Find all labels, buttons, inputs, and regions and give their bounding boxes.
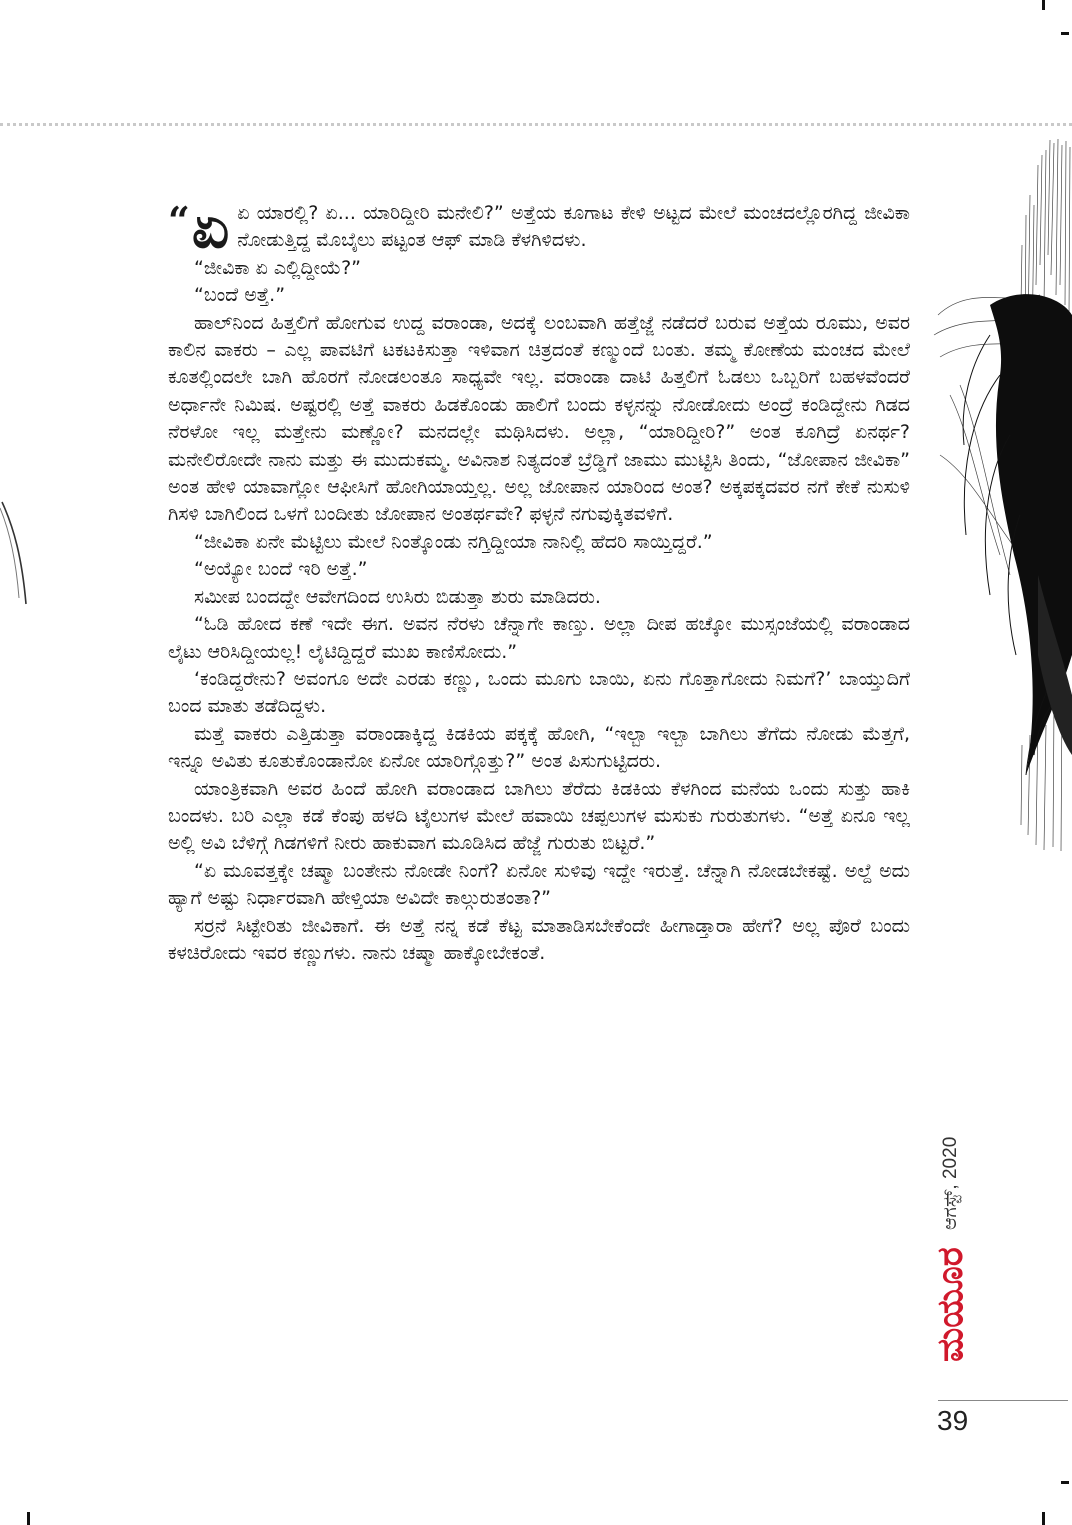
article-paragraph: ‘ಕಂಡಿದ್ದರೇನು? ಅವಂಗೂ ಅದೇ ಎರಡು ಕಣ್ಣು, ಒಂದು ಮೂಗು ಬಾಯಿ, ಏನು ಗೊತ್ತಾಗೋದು ನಿಮಗೆ?’ ಬಾಯ್ತುದಿಗೆ ಬಂದ ಮಾತು ತಡೆದಿದ್ದಳು. bbox=[168, 667, 910, 718]
article-paragraph: “ಓಡಿ ಹೋದ ಕಣೆ ಇದೇ ಈಗ. ಅವನ ನೆರಳು ಚೆನ್ನಾಗೇ ಕಾಣ್ತು. ಅಲ್ಲಾ ದೀಪ ಹಚ್ಕೋ ಮುಸ್ಸಂಜೆಯಲ್ಲಿ ವರಾಂಡಾದ ಲೈಟು ಆರಿಸಿದ್ದೀಯಲ್ಲ! ಲೈಟಿದ್ದಿದ್ದರೆ ಮುಖ ಕಾಣಿಸೋದು.” bbox=[168, 613, 910, 663]
edge-illustration bbox=[0, 498, 30, 608]
crop-mark bbox=[1061, 32, 1069, 35]
article-paragraph: “ಜೀವಿಕಾ ಏನೇ ಮೆಟ್ಟಿಲು ಮೇಲೆ ನಿಂತ್ಕೊಂಡು ನಗ್ತಿದ್ದೀಯಾ ನಾನಿಲ್ಲಿ ಹೆದರಿ ಸಾಯ್ತಿದ್ದರೆ.” bbox=[194, 530, 713, 553]
drop-cap: ಏ bbox=[191, 193, 230, 261]
magazine-side-strip bbox=[926, 1080, 976, 1380]
magazine-logo: ಮಯೂರ bbox=[930, 1247, 971, 1363]
article-paragraph: “ಬಂದೆ ಅತ್ತೆ.” bbox=[194, 284, 286, 307]
article-paragraph: “ಅಯ್ಯೋ ಬಂದೆ ಇರಿ ಅತ್ತೆ.” bbox=[194, 558, 368, 581]
crop-mark bbox=[1042, 1512, 1045, 1525]
illustration bbox=[930, 135, 1072, 855]
page-number: 39 bbox=[937, 1405, 969, 1436]
article-paragraph: ಸಮೀಪ ಬಂದದ್ದೇ ಆವೇಗದಿಂದ ಉಸಿರು ಬಿಡುತ್ತಾ ಶುರು ಮಾಡಿದರು. bbox=[194, 585, 601, 608]
crop-mark bbox=[1061, 1481, 1069, 1484]
article-paragraph: “ಜೀವಿಕಾ ಏ ಎಲ್ಲಿದ್ದೀಯೆ?” bbox=[194, 256, 362, 279]
article-paragraph: “ಏ ಮೂವತ್ತಕ್ಕೇ ಚಷ್ಮಾ ಬಂತೇನು ನೋಡೇ ನಿಂಗೆ? ಏನೋ ಸುಳಿವು ಇದ್ದೇ ಇರುತ್ತೆ. ಚೆನ್ನಾಗಿ ನೋಡಬೇಕಷ್ಟೆ. ಅಲ್ದೆ ಅದು ಹ್ಯಾಗೆ ಅಷ್ಟು ನಿರ್ಧಾರವಾಗಿ ಹೇಳ್ತಿಯಾ ಅವಿದೇ ಕಾಲ್ಗುರುತಂತಾ?” bbox=[168, 859, 910, 910]
article-paragraph: ಯಾಂತ್ರಿಕವಾಗಿ ಅವರ ಹಿಂದೆ ಹೋಗಿ ವರಾಂಡಾದ ಬಾಗಿಲು ತೆರೆದು ಕಿಡಕಿಯ ಕೆಳಗಿಂದ ಮನೆಯ ಒಂದು ಸುತ್ತು ಹಾಕಿ ಬಂದಳು. ಬರಿ ಎಲ್ಲಾ ಕಡೆ ಕೆಂಪು ಹಳದಿ ಟೈಲುಗಳ ಮೇಲೆ ಹವಾಯಿ ಚಪ್ಪಲುಗಳ ಮಸುಕು ಗುರುತುಗಳು. “ಅತ್ತೆ ಏನೂ ಇಲ್ಲ ಅಲ್ಲಿ ಅವಿ ಬೆಳಿಗ್ಗೆ ಗಿಡಗಳಿಗೆ ನೀರು ಹಾಕುವಾಗ ಮೂಡಿಸಿದ ಹೆಜ್ಜೆ ಗುರುತು ಬಿಟ್ಟರೆ.” bbox=[168, 777, 910, 855]
page-number-rule bbox=[938, 1400, 1068, 1401]
article-paragraph: ಸರ್ರನೆ ಸಿಟ್ಟೇರಿತು ಜೀವಿಕಾಗೆ. ಈ ಅತ್ತೆ ನನ್ನ ಕಡೆ ಕೆಟ್ಟ ಮಾತಾಡಿಸಬೇಕೆಂದೇ ಹೀಗಾಡ್ತಾರಾ ಹೇಗೆ? ಅಲ್ಲ ಪೊರೆ ಬಂದು ಕಳಚಿರೋದು ಇವರ ಕಣ್ಣುಗಳು. ನಾನು ಚಷ್ಮಾ ಹಾಕ್ಕೋಬೇಕಂತೆ. bbox=[168, 914, 910, 964]
dotted-rule bbox=[0, 123, 1072, 126]
drop-quote: “ bbox=[168, 198, 190, 243]
paragraph-text: ಏ ಯಾರಲ್ಲಿ? ಏ... ಯಾರಿದ್ದೀರಿ ಮನೇಲಿ?” ಅತ್ತೆಯ ಕೂಗಾಟ ಕೇಳಿ ಅಟ್ಟದ ಮೇಲೆ ಮಂಚದಲ್ಲೊರಗಿದ್ದ ಜೀವಿಕಾ ನೋಡುತ್ತಿದ್ದ ಮೊಬೈಲು ಪಟ್ಟಂತ ಆಫ್ ಮಾಡಿ ಕೆಳಗಿಳಿದಳು. bbox=[237, 202, 910, 252]
crop-mark bbox=[1042, 0, 1045, 10]
article-body bbox=[168, 193, 910, 967]
crop-mark bbox=[27, 1512, 30, 1525]
issue-date: ಆಗಸ್ಟ್, 2020 bbox=[940, 1136, 961, 1230]
article-paragraph bbox=[168, 193, 910, 261]
article-paragraph: ಹಾಲ್‌ನಿಂದ ಹಿತ್ತಲಿಗೆ ಹೋಗುವ ಉದ್ದ ವರಾಂಡಾ, ಅದಕ್ಕೆ ಲಂಬವಾಗಿ ಹತ್ತೆಜ್ಜೆ ನಡೆದರೆ ಬರುವ ಅತ್ತೆಯ ರೂಮು, ಅವರ ಕಾಲಿನ ವಾಕರು – ಎಲ್ಲ ಪಾವಟಿಗೆ ಟಕಟಕಿಸುತ್ತಾ ಇಳಿವಾಗ ಚಿತ್ರದಂತೆ ಕಣ್ಮುಂದೆ ಬಂತು. ತಮ್ಮ ಕೋಣೆಯ ಮಂಚದ ಮೇಲೆ ಕೂತಲ್ಲಿಂದಲೇ ಬಾಗಿ ಹೊರಗೆ ನೋಡಲಂತೂ ಸಾಧ್ಯವೇ ಇಲ್ಲ. ವರಾಂಡಾ ದಾಟಿ ಹಿತ್ತಲಿಗೆ ಓಡಲು ಒಬ್ಬರಿಗೆ ಬಹಳವೆಂದರೆ ಅರ್ಧಾನೇ ನಿಮಿಷ. ಅಷ್ಟರಲ್ಲಿ ಅತ್ತೆ ವಾಕರು ಹಿಡಕೊಂಡು ಹಾಲಿಗೆ ಬಂದು ಕಳ್ಳನನ್ನು ನೋಡೋದು ಅಂದ್ರೆ ಕಂಡಿದ್ದೇನು ಗಿಡದ ನೆರಳೋ ಇಲ್ಲ ಮತ್ತೇನು ಮಣ್ಣೋ? ಮನದಲ್ಲೇ ಮಥಿಸಿದಳು. ಅಲ್ಲಾ, “ಯಾರಿದ್ದೀರಿ?” ಅಂತ ಕೂಗಿದ್ರೆ ಏನರ್ಥ? ಮನೇಲಿರೋದೇ ನಾನು ಮತ್ತು ಈ ಮುದುಕಮ್ಮ. ಅವಿನಾಶ ನಿತ್ಯದಂತೆ ಬ್ರೆಡ್ಡಿಗೆ ಜಾಮು ಮುಟ್ಟಿಸಿ ತಿಂದು, “ಜೋಪಾನ ಜೀವಿಕಾ” ಅಂತ ಹೇಳಿ ಯಾವಾಗ್ಲೋ ಆಫೀಸಿಗೆ ಹೋಗಿಯಾಯ್ತಲ್ಲ. ಅಲ್ಲ ಜೋಪಾನ ಯಾರಿಂದ ಅಂತ? ಅಕ್ಕಪಕ್ಕದವರ ನಗೆ ಕೇಕೆ ನುಸುಳಿ ಗಿಸಳಿ ಬಾಗಿಲಿಂದ ಒಳಗೆ ಬಂದೀತು ಜೋಪಾನ ಅಂತರ್ಥವೇ? ಫಳ್ಳನೆ ನಗುವುಕ್ಕಿತವಳಿಗೆ. bbox=[168, 311, 910, 526]
article-paragraph: ಮತ್ತೆ ವಾಕರು ಎತ್ತಿಡುತ್ತಾ ವರಾಂಡಾಕ್ಕಿದ್ದ ಕಿಡಕಿಯ ಪಕ್ಕಕ್ಕೆ ಹೋಗಿ, “ಇಲ್ಬಾ ಇಲ್ಬಾ ಬಾಗಿಲು ತೆಗೆದು ನೋಡು ಮೆತ್ತಗೆ, ಇನ್ನೂ ಅವಿತು ಕೂತುಕೊಂಡಾನೋ ಏನೋ ಯಾರಿಗ್ಗೊತ್ತು?” ಅಂತ ಪಿಸುಗುಟ್ಟಿದರು. bbox=[168, 722, 910, 773]
